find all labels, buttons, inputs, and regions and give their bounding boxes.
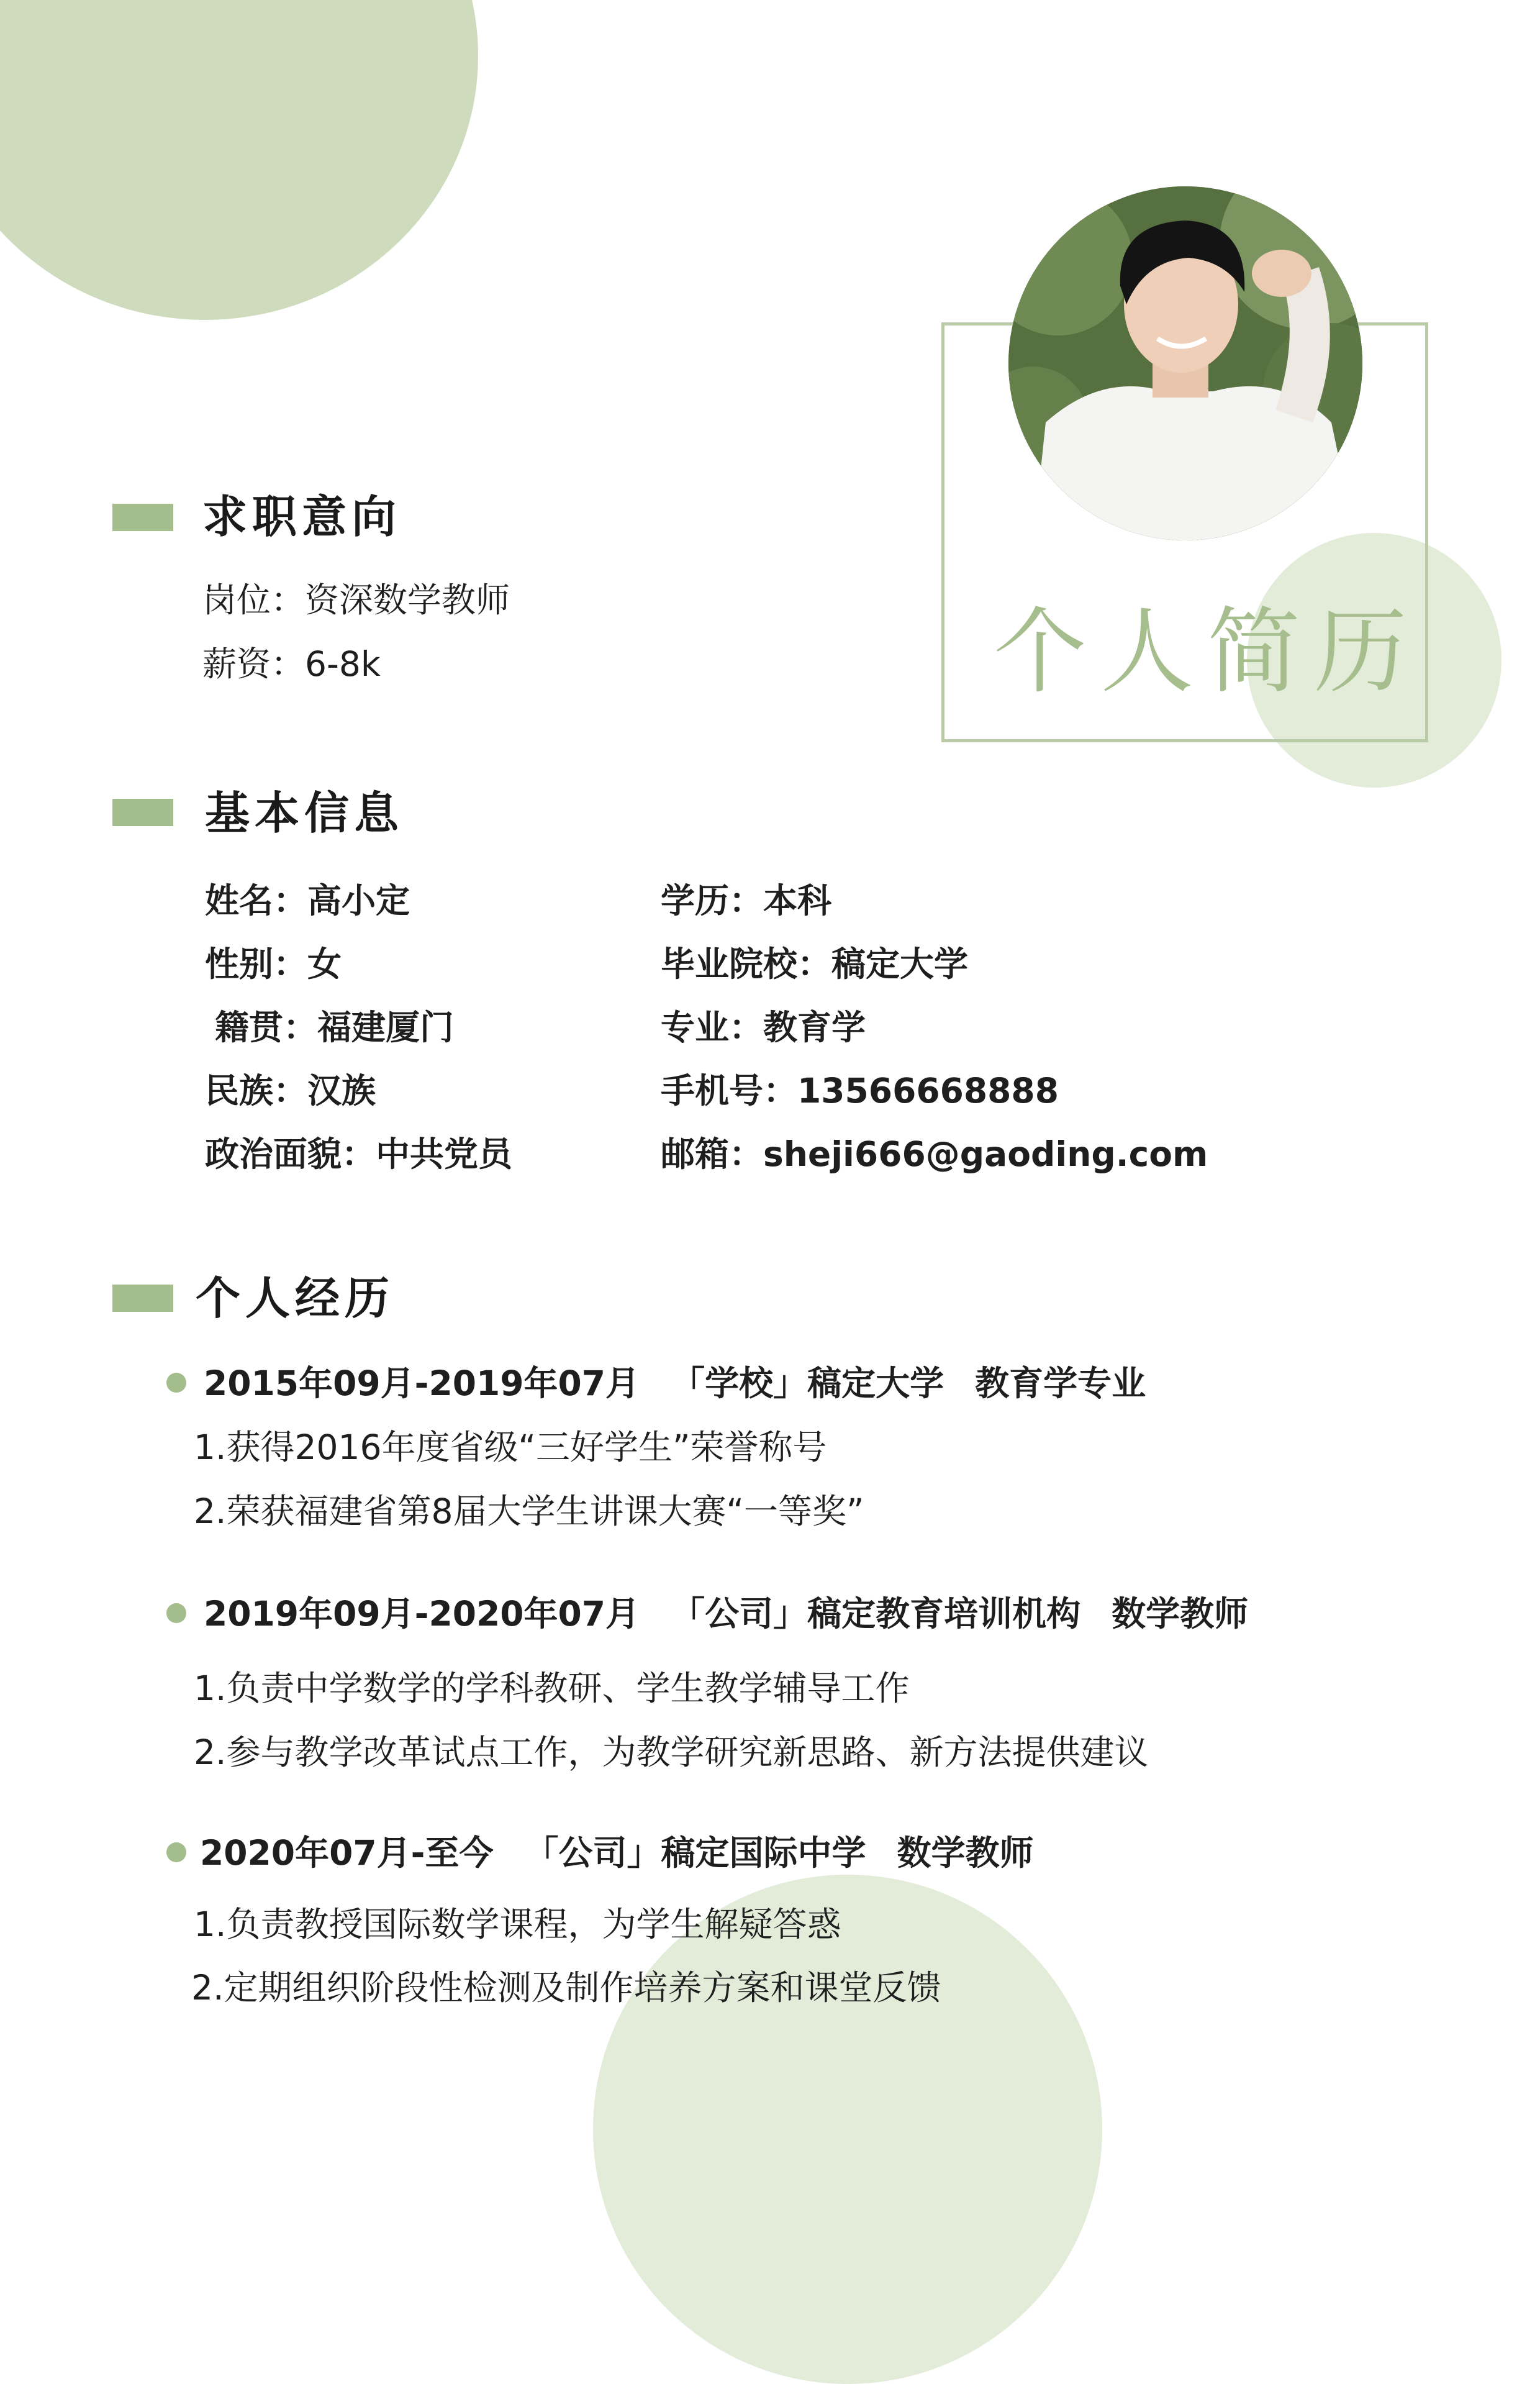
- experience-point: 1.负责中学数学的学科教研、学生教学辅导工作: [194, 1668, 910, 1708]
- experience-period: 2020年07月-至今: [200, 1833, 494, 1873]
- section-title-job-intention: 求职意向: [202, 491, 402, 543]
- resume-title: 个人简历: [994, 598, 1421, 706]
- experience-period: 2019年09月-2020年07月: [204, 1594, 640, 1634]
- info-gender: 性别：女: [205, 944, 342, 984]
- experience-organization: 「公司」稿定国际中学: [524, 1833, 866, 1873]
- section-title-experience: 个人经历: [196, 1272, 395, 1324]
- decorative-circle-bottom: [593, 1875, 1102, 2384]
- portrait-image: [1008, 186, 1362, 540]
- bullet-dot: [166, 1603, 186, 1623]
- info-school: 毕业院校：稿定大学: [661, 944, 969, 984]
- experience-point: 2.定期组织阶段性检测及制作培养方案和课堂反馈: [191, 1968, 941, 2008]
- experience-heading: [204, 1591, 1279, 1636]
- experience-role: 数学教师: [897, 1833, 1034, 1873]
- experience-heading: [200, 1831, 1064, 1875]
- job-position: 岗位：资深数学教师: [202, 580, 510, 620]
- experience-organization: 「学校」稿定大学: [671, 1363, 944, 1403]
- info-phone: 手机号：13566668888: [661, 1071, 1059, 1111]
- experience-point: 1.获得2016年度省级“三好学生”荣誉称号: [194, 1427, 827, 1467]
- info-political-status: 政治面貌：中共党员: [205, 1134, 513, 1174]
- experience-role: 教育学专业: [975, 1363, 1146, 1403]
- experience-period: 2015年09月-2019年07月: [204, 1363, 640, 1403]
- profile-photo: [1008, 186, 1362, 540]
- bullet-dot: [166, 1373, 186, 1393]
- section-marker-job-intention: [112, 504, 173, 531]
- experience-point: 2.荣获福建省第8届大学生讲课大赛“一等奖”: [194, 1491, 864, 1531]
- experience-role: 数学教师: [1112, 1594, 1249, 1634]
- info-ethnicity: 民族：汉族: [205, 1071, 376, 1111]
- section-marker-basic-info: [112, 799, 173, 826]
- section-marker-experience: [112, 1285, 173, 1312]
- experience-point: 2.参与教学改革试点工作，为教学研究新思路、新方法提供建议: [194, 1732, 1149, 1772]
- experience-heading: [204, 1361, 1177, 1406]
- bullet-dot: [166, 1842, 186, 1862]
- info-email: 邮箱：sheji666@gaoding.com: [661, 1134, 1208, 1174]
- info-major: 专业：教育学: [661, 1008, 866, 1047]
- section-title-basic-info: 基本信息: [205, 787, 404, 839]
- info-hometown: 籍贯：福建厦门: [215, 1008, 455, 1047]
- decorative-circle-top-left: [0, 0, 478, 320]
- info-education: 学历：本科: [661, 881, 832, 921]
- info-name: 姓名：高小定: [205, 881, 410, 921]
- job-salary: 薪资：6-8k: [202, 644, 381, 684]
- experience-point: 1.负责教授国际数学课程，为学生解疑答惑: [194, 1904, 841, 1944]
- experience-organization: 「公司」稿定教育培训机构: [671, 1594, 1081, 1634]
